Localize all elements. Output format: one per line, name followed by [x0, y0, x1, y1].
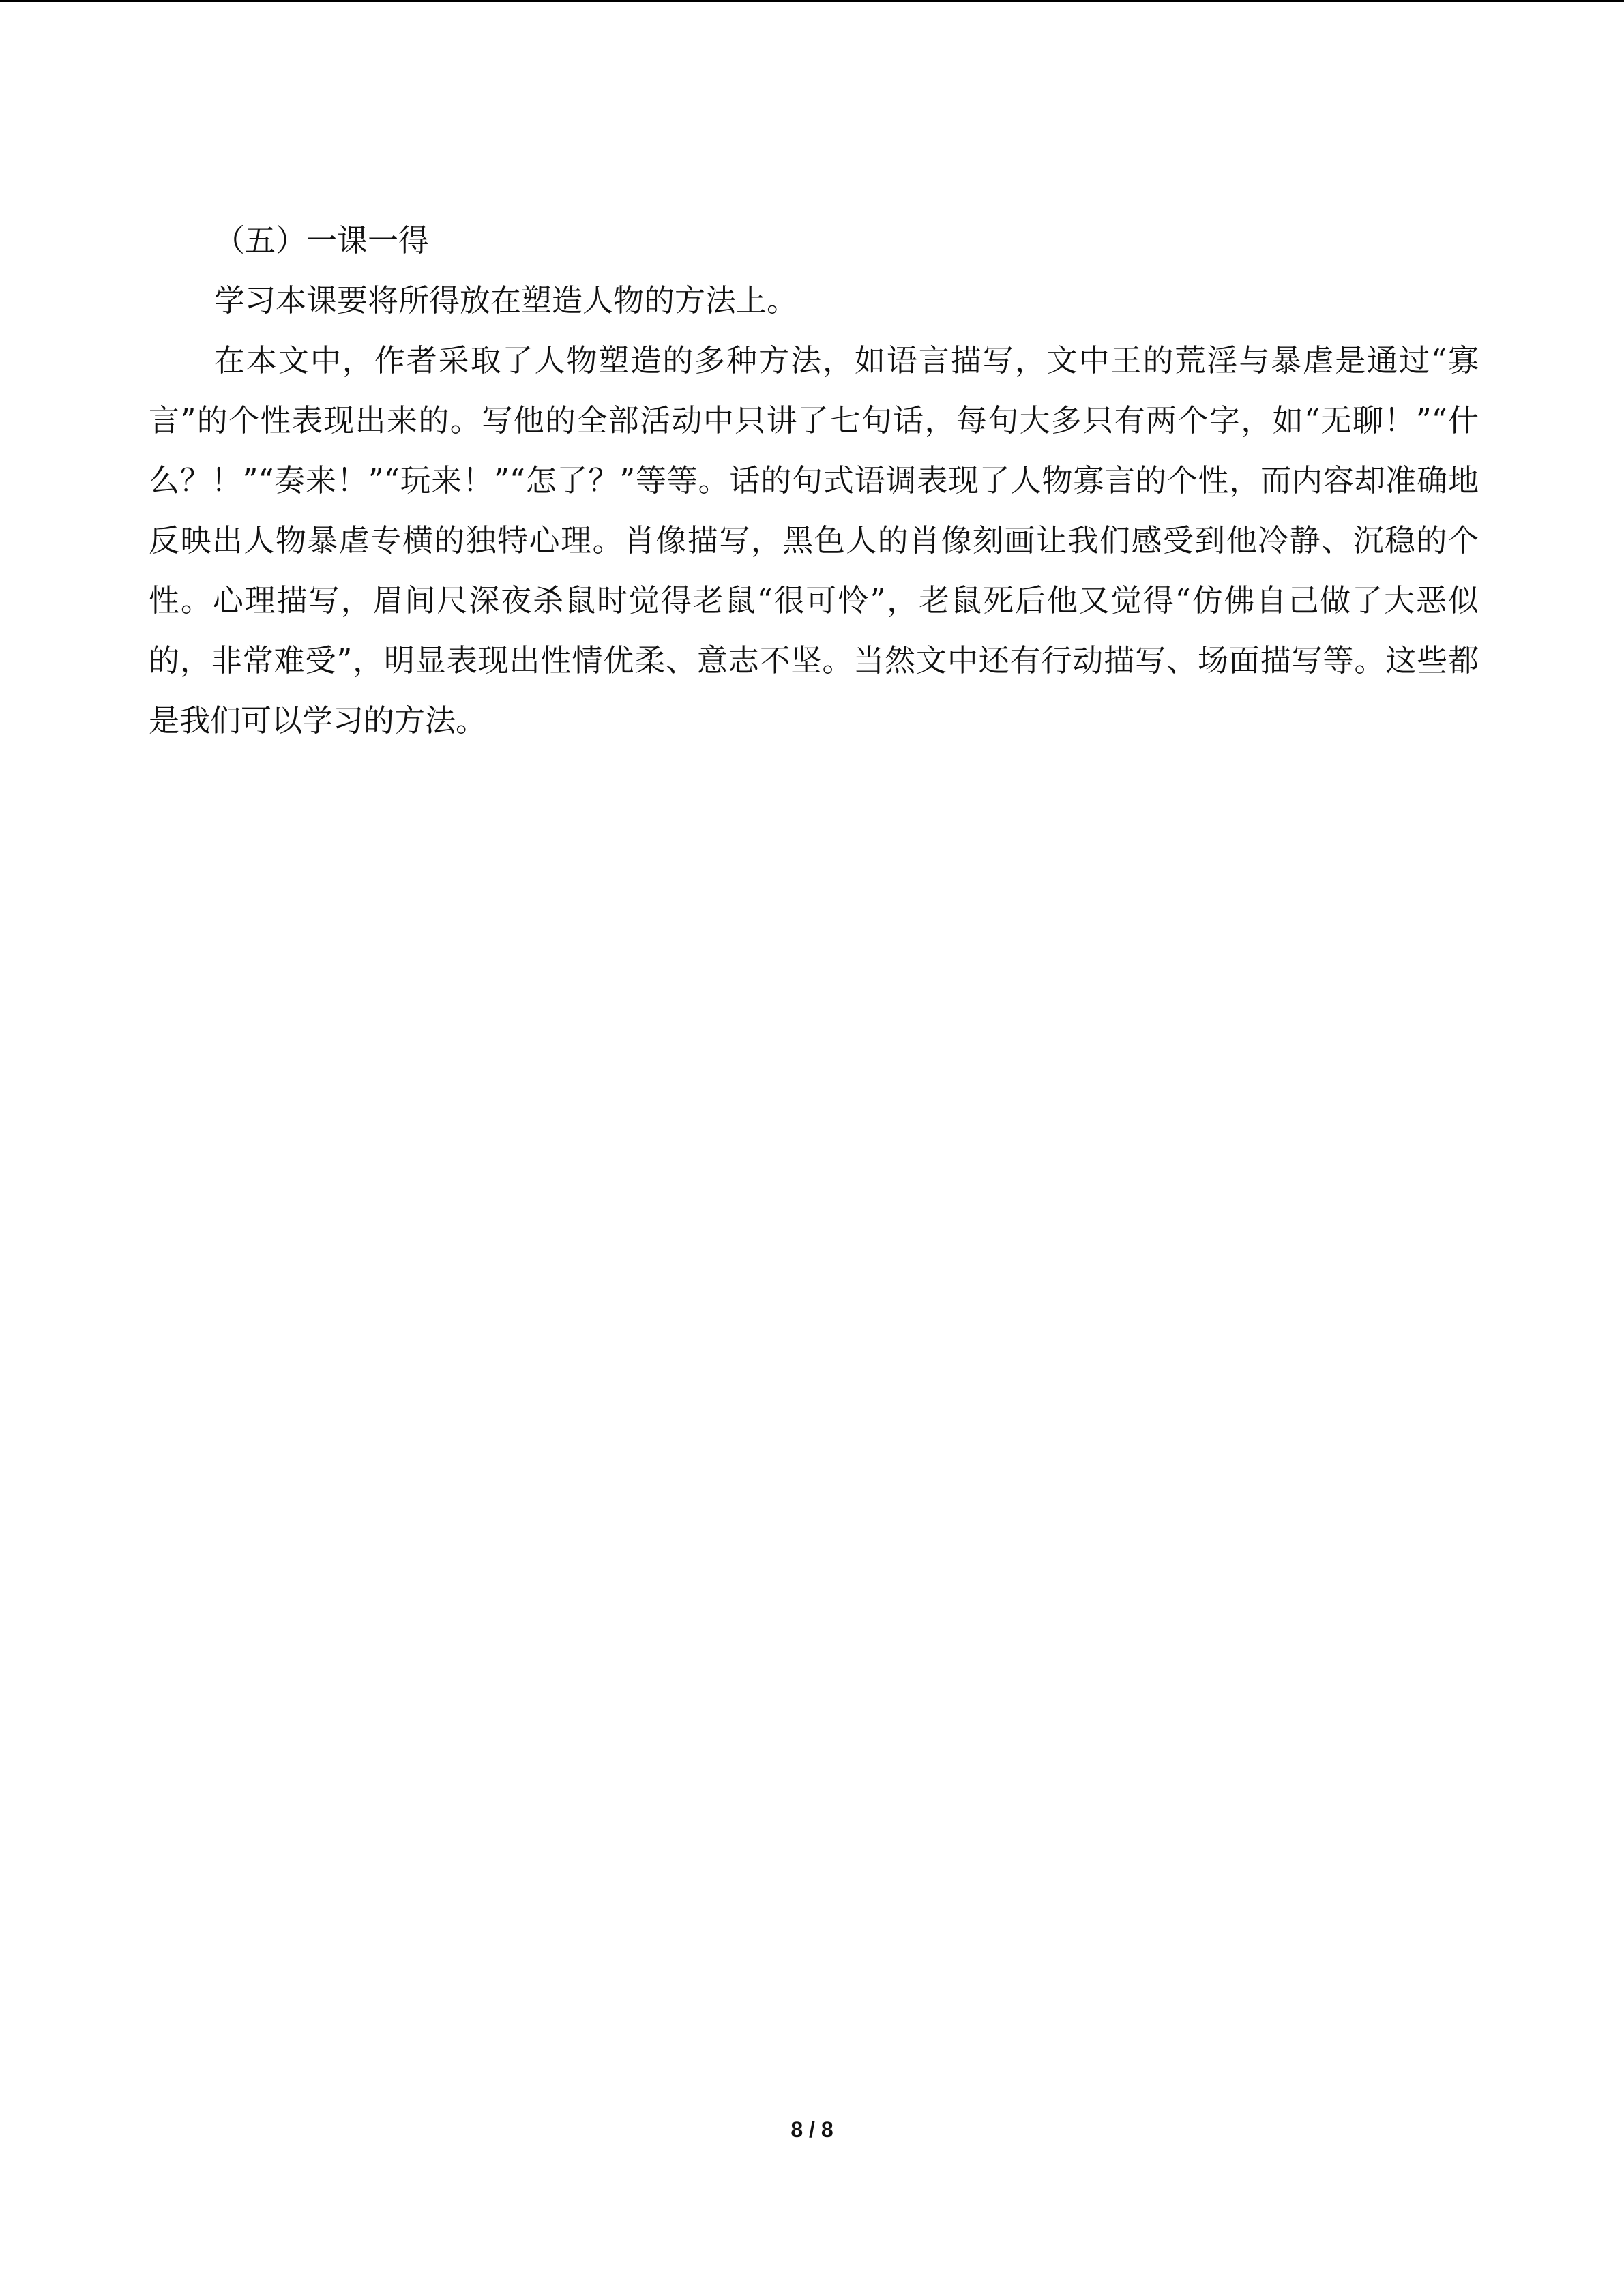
document-body — [149, 211, 1479, 751]
paragraph-analysis: 在本文中，作者采取了人物塑造的多种方法，如语言描写，文中王的荒淫与暴虐是通过“寡言”的个性表现出来的。写他的全部活动中只讲了七句话，每句大多只有两个字，如“无聊！”“什么？！”“奏来！”“玩来！”“怎了？”等等。话的句式语调表现了人物寡言的个性，而内容却准确地反映出人物暴虐专横的独特心理。肖像描写，黑色人的肖像刻画让我们感受到他冷静、沉稳的个性。心理描写，眉间尺深夜杀鼠时觉得老鼠“很可怜”，老鼠死后他又觉得“仿佛自己做了大恶似的，非常难受”，明显表现出性情优柔、意志不坚。当然文中还有行动描写、场面描写等。这些都是我们可以学习的方法。 — [149, 342, 1479, 739]
section-heading: （五）一课一得 — [214, 222, 430, 258]
page-number: 8 / 8 — [791, 2117, 833, 2142]
paragraph-intro: 学习本课要将所得放在塑造人物的方法上。 — [214, 282, 798, 318]
